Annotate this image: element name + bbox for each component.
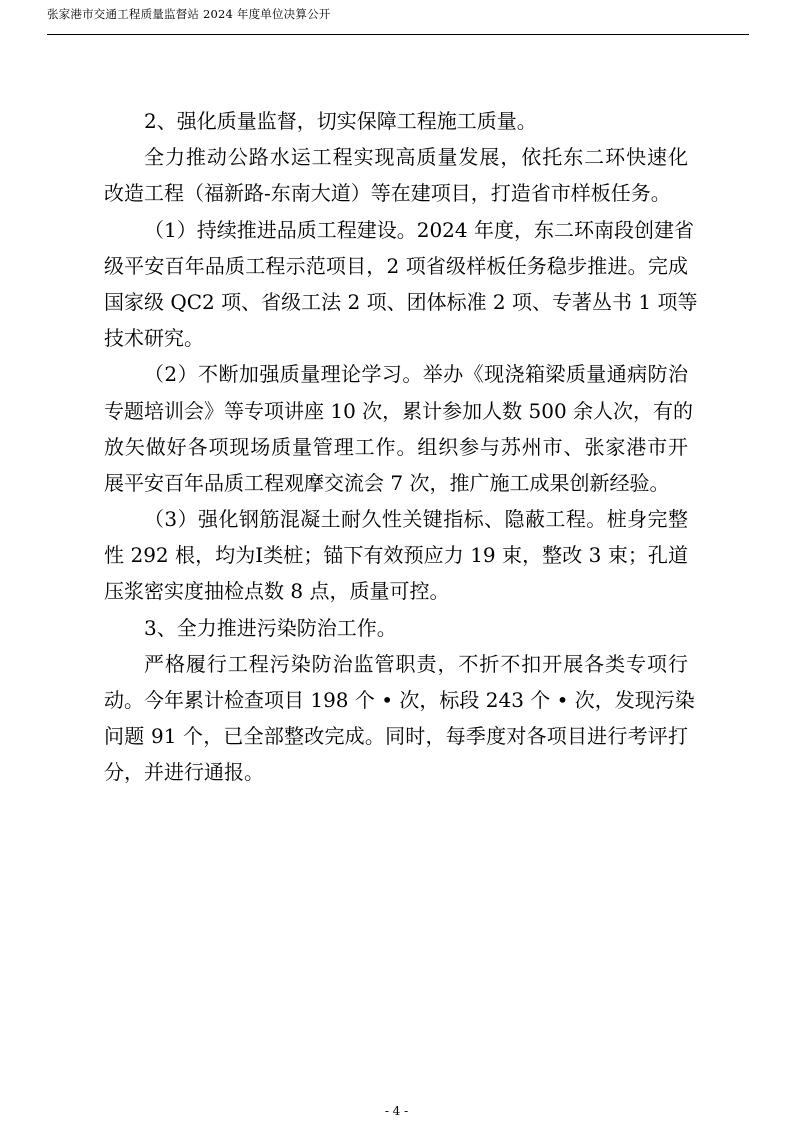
paragraph-line: 性 292 根，均为Ⅰ类桩；锚下有效预应力 19 束，整改 3 束；孔道 [104,543,688,568]
paragraph-line: 专题培训会》等专项讲座 10 次，累计参加人数 500 余人次，有的 [104,398,694,423]
paragraph-line: 全力推动公路水运工程实现高质量发展，依托东二环快速化 [144,145,688,170]
paragraph-line: （3）强化钢筋混凝土耐久性关键指标、隐蔽工程。桩身完整 [144,507,688,532]
paragraph-line: 展平安百年品质工程观摩交流会 7 次，推广施工成果创新经验。 [104,470,670,495]
document-body [104,103,698,791]
header-divider [47,34,749,35]
paragraph-line: （2）不断加强质量理论学习。举办《现浇箱梁质量通病防治 [144,362,688,387]
paragraph-line: 严格履行工程污染防治监管职责，不折不扣开展各类专项行 [144,651,688,676]
paragraph-line: 国家级 QC2 项、省级工法 2 项、团体标准 2 项、专著丛书 1 项等 [104,289,698,314]
paragraph-line: 技术研究。 [104,326,204,351]
paragraph-line: 压浆密实度抽检点数 8 点，质量可控。 [104,579,450,604]
paragraph-line: 问题 91 个，已全部整改完成。同时，每季度对各项目进行考评打 [104,724,688,749]
paragraph-line: 级平安百年品质工程示范项目，2 项省级样板任务稳步推进。完成 [104,253,688,278]
section-heading-quality-supervision: 2、强化质量监督，切实保障工程施工质量。 [144,109,537,133]
paragraph-line: 放矢做好各项现场质量管理工作。组织参与苏州市、张家港市开 [104,434,688,459]
paragraph-line: 改造工程（福新路-东南大道）等在建项目，打造省市样板任务。 [104,181,671,206]
paragraph-line: 分，并进行通报。 [104,760,264,785]
page-number: - 4 - [384,1104,409,1118]
section-heading-pollution-control: 3、全力推进污染防治工作。 [144,615,397,640]
page-header: 张家港市交通工程质量监督站 2024 年度单位决算公开 [47,7,331,21]
paragraph-line: （1）持续推进品质工程建设。2024 年度，东二环南段创建省 [144,217,694,242]
paragraph-line: 动。今年累计检查项目 198 个 • 次，标段 243 个 • 次，发现污染 [104,688,695,712]
